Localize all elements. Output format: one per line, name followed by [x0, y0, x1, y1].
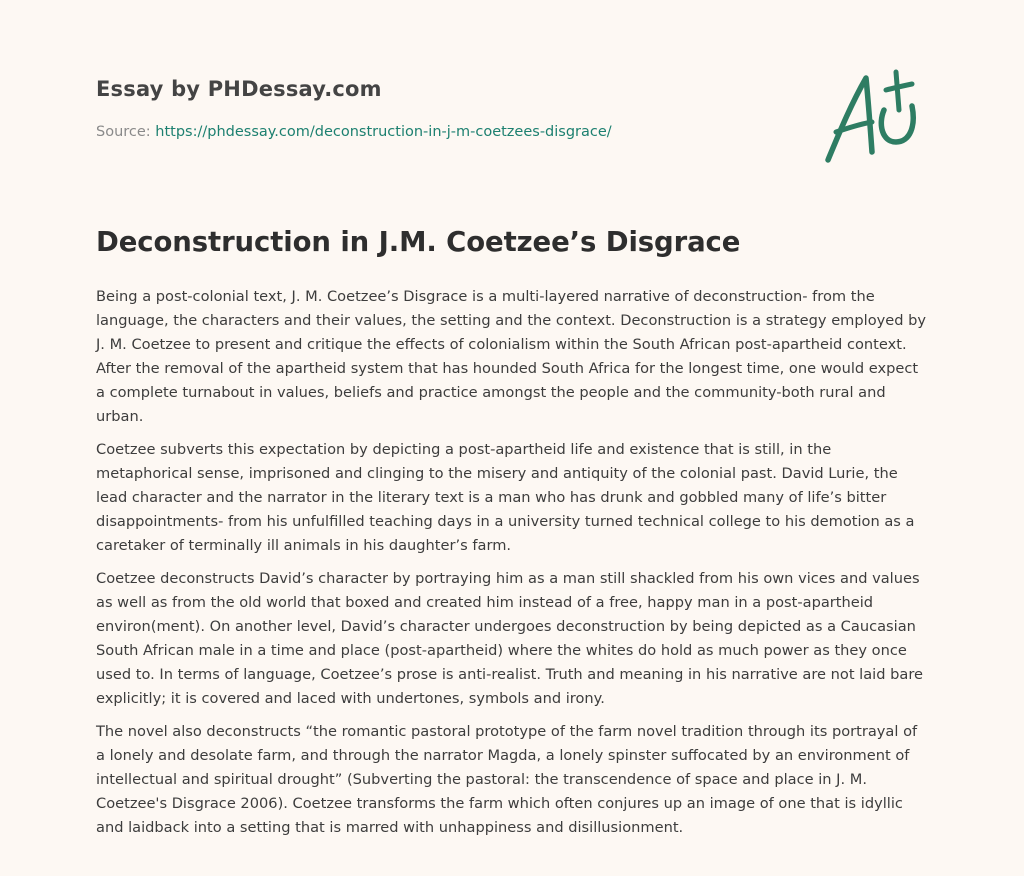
- brand-title: Essay by PHDessay.com: [96, 77, 382, 101]
- paragraph: Coetzee subverts this expectation by depicting a post-apartheid life and existence that is still, in the metaphorical sense, imprisoned and clinging to the misery and antiquity of the colonial past. David Lurie, the lead character and the narrator in the literary text is a man who has drunk and gobbled many of life’s bitter disappointments- from his unfulfilled teaching days in a university turned technical college to his demotion as a caretaker of terminally ill animals in his daughter’s farm.: [96, 441, 915, 554]
- paragraph: Coetzee deconstructs David’s character by portraying him as a man still shackled from his own vices and values as well as from the old world that boxed and created him instead of a free, happy man in a post-apartheid environ(ment). On another level, David’s character undergoes deconstruction by being depicted as a Caucasian South African male in a time and place (post-apartheid) where the whites do hold as much power as they once used to. In terms of language, Coetzee’s prose is anti-realist. Truth and meaning in his narrative are not laid bare explicitly; it is covered and laced with undertones, symbols and irony.: [96, 570, 923, 707]
- article-title: Deconstruction in J.M. Coetzee’s Disgrace: [96, 226, 741, 258]
- paragraph: Being a post-colonial text, J. M. Coetzee’s Disgrace is a multi-layered narrative of deconstruction- from the language, the characters and their values, the setting and the context. Deconstruction is a strategy employed by J. M. Coetzee to present and critique the effects of colonialism within the South African post-apartheid context. After the removal of the apartheid system that has hounded South Africa for the longest time, one would expect a complete turnabout in values, beliefs and practice amongst the people and the community-both rural and urban.: [96, 288, 927, 425]
- paragraph: The novel also deconstructs “the romantic pastoral prototype of the farm novel tradition through its portrayal of a lonely and desolate farm, and through the narrator Magda, a lonely spinster suffocated by an environment of intellectual and spiritual drought” (Subverting the pastoral: the transcendence of space and place in J. M. Coetzee's Disgrace 2006). Coetzee transforms the farm which often conjures up an image of one that is idyllic and laidback into a setting that is marred with unhappiness and disillusionment.: [96, 723, 918, 836]
- source-link[interactable]: https://phdessay.com/deconstruction-in-j-m-coetzees-disgrace/: [155, 124, 612, 140]
- source-line: [96, 124, 612, 140]
- a-plus-logo-icon: [822, 66, 926, 166]
- page-header: [96, 0, 936, 180]
- source-label: Source:: [96, 124, 156, 140]
- article-body: [96, 285, 928, 849]
